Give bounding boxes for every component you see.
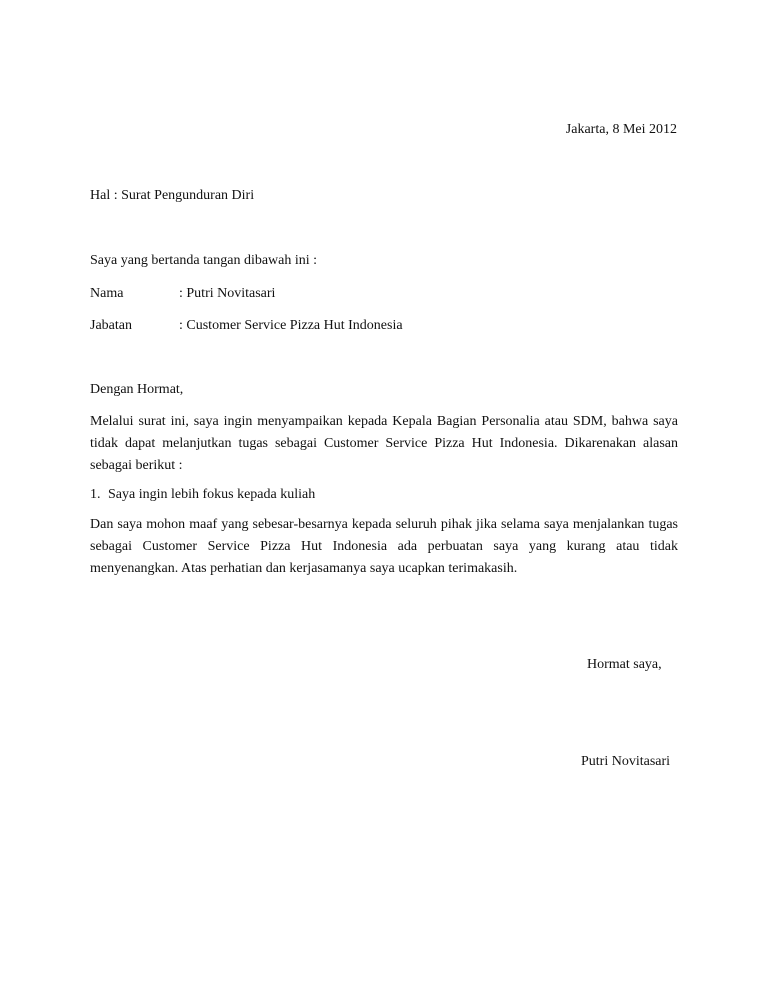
letter-subject: Hal : Surat Pengunduran Diri <box>90 188 255 203</box>
body-paragraph-2: Dan saya mohon maaf yang sebesar-besarnya kepada seluruh pihak jika selama saya menjalankan tugas sebagai Customer Service Pizza Hut Indonesia ada perbuatan saya yang kurang atau tidak menyenangkan. Atas perhatian dan kerjasamanya saya ucapkan terimakasih. <box>90 517 678 576</box>
greeting: Dengan Hormat, <box>90 382 184 397</box>
reason-number: 1. <box>90 487 101 502</box>
body-paragraph-1: Melalui surat ini, saya ingin menyampaikan kepada Kepala Bagian Personalia atau SDM, bahwa saya tidak dapat melanjutkan tugas sebagai Customer Service Pizza Hut Indonesia. Dikarenakan alasan sebagai berikut : <box>90 414 678 473</box>
field-value-jabatan: : Customer Service Pizza Hut Indonesia <box>179 318 403 333</box>
signer-name: Putri Novitasari <box>581 754 671 769</box>
closing-salutation: Hormat saya, <box>587 657 662 672</box>
reason-list-item <box>90 486 315 504</box>
field-label-jabatan: Jabatan <box>90 318 132 333</box>
intro-line: Saya yang bertanda tangan dibawah ini : <box>90 253 318 268</box>
letter-date: Jakarta, 8 Mei 2012 <box>565 122 677 137</box>
field-label-nama: Nama <box>90 286 124 301</box>
reason-text: Saya ingin lebih fokus kepada kuliah <box>108 487 316 502</box>
field-value-nama: : Putri Novitasari <box>179 286 276 301</box>
